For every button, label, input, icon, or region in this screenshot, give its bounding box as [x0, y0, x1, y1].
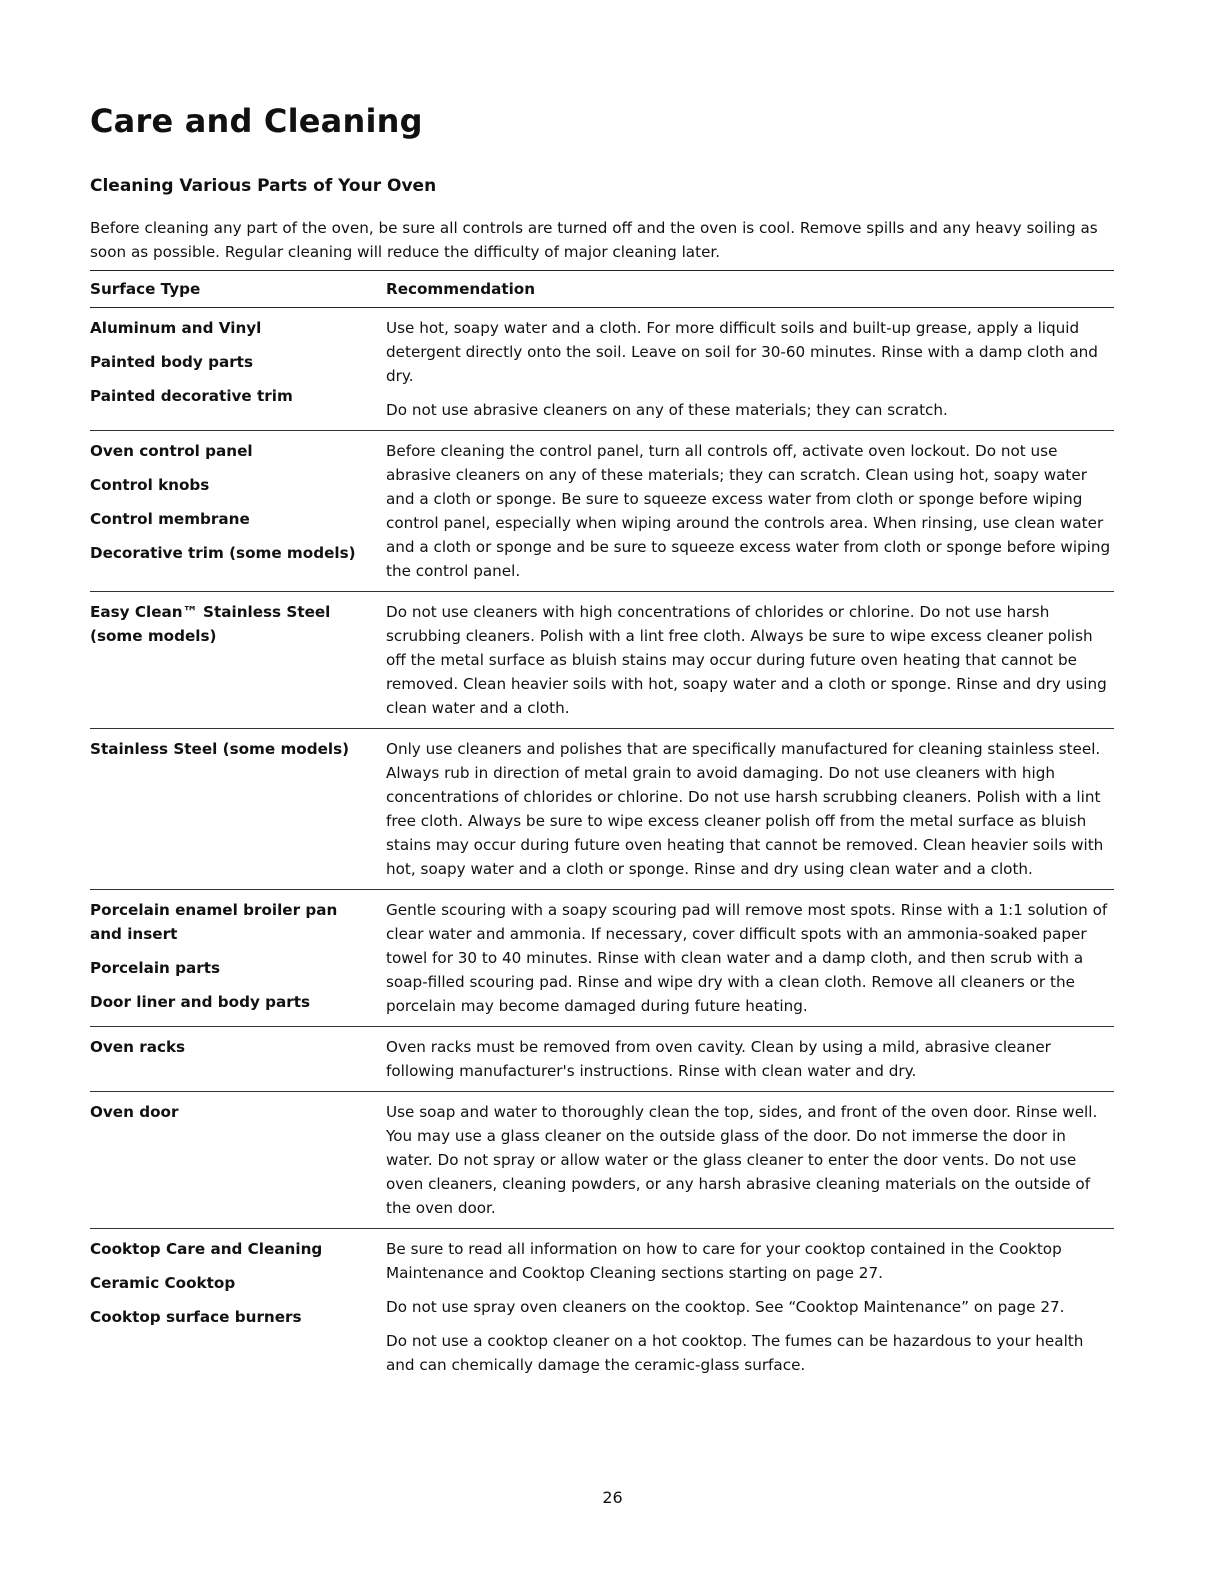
recommendation-cell: [386, 431, 1114, 592]
surface-type-cell: [90, 1027, 386, 1092]
recommendation-paragraph: Be sure to read all information on how to care for your cooktop contained in the Cooktop Maintenance and Cooktop Cleaning sections starting on page 27.: [386, 1240, 1062, 1282]
surface-type-label: Cooktop surface burners: [90, 1308, 302, 1326]
surface-type-label: Decorative trim (some models): [90, 544, 356, 562]
surface-type-cell: [90, 592, 386, 729]
surface-type-label: Painted body parts: [90, 353, 253, 371]
recommendation-paragraph: Do not use a cooktop cleaner on a hot cooktop. The fumes can be hazardous to your health and can chemically damage the ceramic-glass surface.: [386, 1332, 1084, 1374]
table-row: [90, 1229, 1114, 1386]
surface-type-label: Easy Clean™ Stainless Steel (some models): [90, 603, 331, 645]
recommendation-cell: [386, 308, 1114, 431]
surface-type-label: Aluminum and Vinyl: [90, 319, 262, 337]
surface-type-label: Stainless Steel (some models): [90, 740, 350, 758]
table-row: [90, 1092, 1114, 1229]
recommendation-cell: [386, 890, 1114, 1027]
surface-type-label: Porcelain enamel broiler pan and insert: [90, 901, 338, 943]
surface-type-label: Oven racks: [90, 1038, 186, 1056]
surface-type-cell: [90, 890, 386, 1027]
recommendation-cell: [386, 1092, 1114, 1229]
table-row: [90, 890, 1114, 1027]
surface-type-cell: [90, 1092, 386, 1229]
recommendation-cell: [386, 1229, 1114, 1386]
surface-type-label: Ceramic Cooktop: [90, 1274, 236, 1292]
section-title: Cleaning Various Parts of Your Oven: [90, 176, 437, 196]
table-row: [90, 729, 1114, 890]
recommendation-paragraph: Before cleaning the control panel, turn all controls off, activate oven lockout. Do not use abrasive cleaners on any of these materials; they can scratch. Clean using hot, soapy water and a cloth or sponge. Be sure to squeeze excess water from cloth or sponge before wiping control panel, especially when wiping around the controls area. When rinsing, use clean water and a cloth or sponge and be sure to squeeze excess water from cloth or sponge before wiping the control panel.: [386, 442, 1111, 580]
surface-type-cell: [90, 308, 386, 431]
recommendation-paragraph: Use hot, soapy water and a cloth. For more difficult soils and built-up grease, apply a liquid detergent directly onto the soil. Leave on soil for 30-60 minutes. Rinse with a damp cloth and dry.: [386, 319, 1098, 385]
intro-paragraph: Before cleaning any part of the oven, be sure all controls are turned off and the oven is cool. Remove spills and any heavy soiling as soon as possible. Regular cleaning will reduce the difficulty of major cleaning later.: [90, 219, 1098, 261]
recommendation-cell: [386, 1027, 1114, 1092]
cleaning-table: [90, 270, 1114, 1385]
recommendation-paragraph: Use soap and water to thoroughly clean the top, sides, and front of the oven door. Rinse well. You may use a glass cleaner on the outside glass of the door. Do not immerse the door in water. Do not spray or allow water or the glass cleaner to enter the door vents. Do not use oven cleaners, cleaning powders, or any harsh abrasive cleaning materials on the outside of the oven door.: [386, 1103, 1098, 1217]
surface-type-label: Oven control panel: [90, 442, 253, 460]
recommendation-paragraph: Do not use spray oven cleaners on the cooktop. See “Cooktop Maintenance” on page 27.: [386, 1298, 1065, 1316]
table-row: [90, 308, 1114, 431]
surface-type-cell: [90, 729, 386, 890]
surface-type-label: Control knobs: [90, 476, 210, 494]
recommendation-paragraph: Only use cleaners and polishes that are specifically manufactured for cleaning stainless steel. Always rub in direction of metal grain to avoid damaging. Do not use cleaners with high concentrations of chlorides or chlorine. Do not use harsh scrubbing cleaners. Polish with a lint free cloth. Always be sure to wipe excess cleaner polish off from the metal surface as bluish stains may occur during future oven heating that cannot be removed. Clean heavier soils with hot, soapy water and a cloth or sponge. Rinse and dry using clean water and a cloth.: [386, 740, 1104, 878]
recommendation-cell: [386, 592, 1114, 729]
table-header-row: [90, 271, 1114, 308]
recommendation-cell: [386, 729, 1114, 890]
surface-type-label: Cooktop Care and Cleaning: [90, 1240, 323, 1258]
table-row: [90, 1027, 1114, 1092]
surface-type-label: Control membrane: [90, 510, 250, 528]
surface-type-label: Porcelain parts: [90, 959, 221, 977]
surface-type-cell: [90, 1229, 386, 1386]
page-title: Care and Cleaning: [90, 102, 423, 140]
table-row: [90, 592, 1114, 729]
header-recommendation: Recommendation: [386, 271, 1114, 308]
header-surface-type: Surface Type: [90, 271, 386, 308]
recommendation-paragraph: Oven racks must be removed from oven cavity. Clean by using a mild, abrasive cleaner following manufacturer's instructions. Rinse with clean water and dry.: [386, 1038, 1051, 1080]
table-row: [90, 431, 1114, 592]
page-number: 26: [602, 1488, 623, 1507]
recommendation-paragraph: Do not use abrasive cleaners on any of these materials; they can scratch.: [386, 401, 948, 419]
recommendation-paragraph: Do not use cleaners with high concentrations of chlorides or chlorine. Do not use harsh scrubbing cleaners. Polish with a lint free cloth. Always be sure to wipe excess cleaner polish off the metal surface as bluish stains may occur during future oven heating that cannot be removed. Clean heavier soils with hot, soapy water and a cloth or sponge. Rinse and dry using clean water and a cloth.: [386, 603, 1107, 717]
surface-type-label: Oven door: [90, 1103, 179, 1121]
page-content: [90, 96, 1114, 1385]
surface-type-label: Door liner and body parts: [90, 993, 311, 1011]
table-body: [90, 308, 1114, 1386]
recommendation-paragraph: Gentle scouring with a soapy scouring pad will remove most spots. Rinse with a 1:1 solution of clear water and ammonia. If necessary, cover difficult spots with an ammonia-soaked paper towel for 30 to 40 minutes. Rinse with clean water and a damp cloth, and then scrub with a soap-filled scouring pad. Rinse and wipe dry with a clean cloth. Remove all cleaners or the porcelain may become damaged during future heating.: [386, 901, 1108, 1015]
surface-type-label: Painted decorative trim: [90, 387, 293, 405]
surface-type-cell: [90, 431, 386, 592]
